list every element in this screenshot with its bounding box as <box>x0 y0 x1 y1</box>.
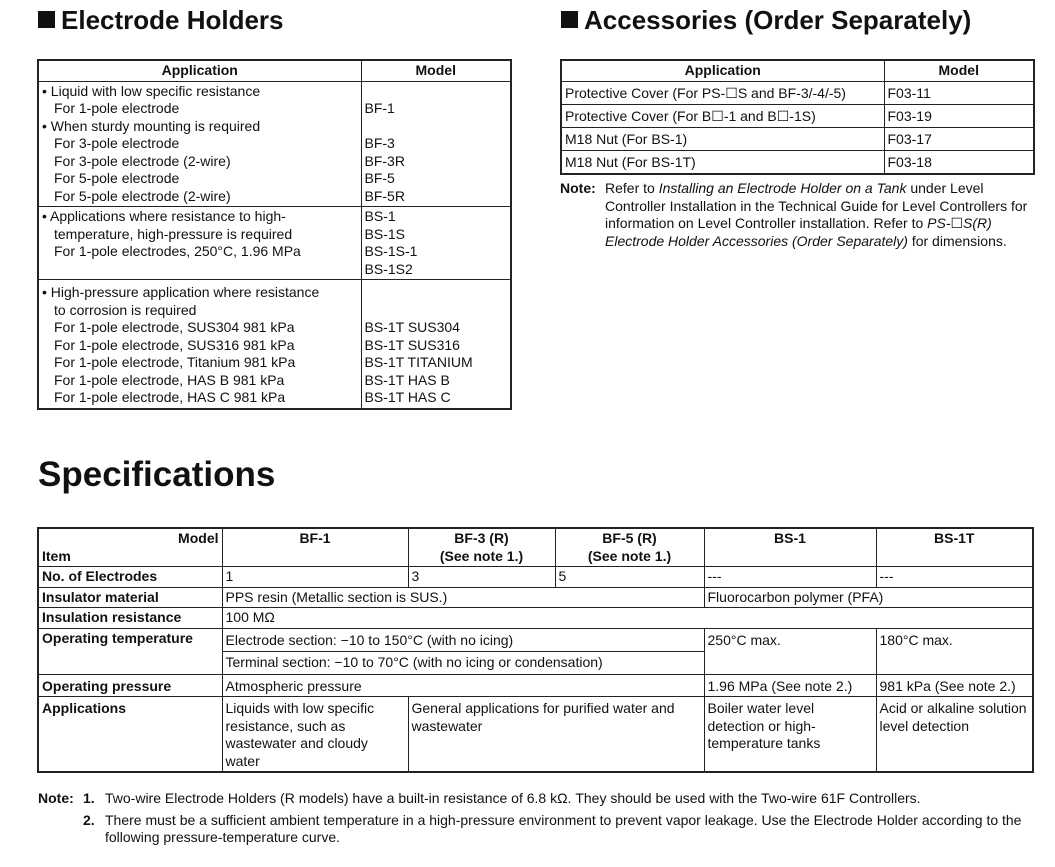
column-header-label: BS-1T <box>934 530 975 546</box>
model-text: BF-1 <box>364 100 395 116</box>
note-label: Note: <box>560 180 596 196</box>
column-header-label: BF-3 (R) <box>454 530 509 546</box>
model-text: BS-1T HAS B <box>364 371 450 388</box>
item-label: Insulation resistance <box>38 608 222 629</box>
column-header-label: BS-1 <box>774 530 806 546</box>
square-bullet-icon <box>38 11 55 28</box>
model-text: BS-1S-1 <box>364 243 418 259</box>
application-cell: Protective Cover (For B☐-1 and B☐-1S) <box>561 104 884 127</box>
accessories-heading <box>561 5 971 35</box>
model-cell: F03-19 <box>884 104 1034 127</box>
column-header-bf5 <box>555 528 704 567</box>
note-text: Two-wire Electrode Holders (R models) have a built-in resistance of 6.8 kΩ. They should be used with the Two-wire 61F Controllers. <box>105 790 921 806</box>
spec-cell: Boiler water level detection or high-temperature tanks <box>704 697 876 773</box>
application-line: For 5-pole electrode <box>54 170 180 186</box>
column-header-bs1t <box>876 528 1033 567</box>
application-cell <box>38 207 361 280</box>
note-item <box>38 790 1038 807</box>
accessories-note <box>560 180 1030 250</box>
application-cell: Protective Cover (For PS-☐S and BF-3/-4/-5) <box>561 81 884 104</box>
spec-cell: 981 kPa (See note 2.) <box>876 674 1033 697</box>
model-header: Model <box>361 60 511 81</box>
application-line: For 3-pole electrode (2-wire) <box>54 152 231 169</box>
square-bullet-icon <box>561 11 578 28</box>
spec-cell: 1.96 MPa (See note 2.) <box>704 674 876 697</box>
table-row <box>38 587 1033 608</box>
note-reference-link: Installing an Electrode Holder on a Tank <box>658 180 907 196</box>
specifications-title: Specifications <box>38 455 276 494</box>
model-cell <box>361 207 511 280</box>
specifications-table <box>37 527 1034 773</box>
application-line: For 1-pole electrode, SUS316 981 kPa <box>54 336 295 353</box>
spec-cell: 180°C max. <box>876 628 1033 674</box>
application-line: For 1-pole electrodes, 250°C, 1.96 MPa <box>54 243 301 259</box>
model-text: BS-1S2 <box>364 260 413 277</box>
spec-cell <box>222 628 704 674</box>
table-row <box>38 608 1033 629</box>
specification-notes <box>38 790 1038 846</box>
note-text: There must be a sufficient ambient temperature in a high-pressure environment to prevent vapor leakage. Use the Electrode Holder according to the following pressure-temperature curve. <box>105 812 1022 845</box>
table-row <box>561 81 1034 104</box>
bullet-text: • High-pressure application where resistance <box>42 284 320 300</box>
application-header: Application <box>38 60 361 81</box>
table-row <box>561 150 1034 174</box>
spec-cell: Atmospheric pressure <box>222 674 704 697</box>
column-header-note: (See note 1.) <box>439 547 524 564</box>
model-text: BS-1T SUS304 <box>364 319 460 335</box>
spec-cell: --- <box>876 567 1033 588</box>
spec-cell: Liquids with low specific resistance, such as wastewater and cloudy water <box>222 697 408 773</box>
application-line: For 1-pole electrode, Titanium 981 kPa <box>54 354 296 370</box>
spec-cell: Acid or alkaline solution level detection <box>876 697 1033 773</box>
electrode-holders-title: Electrode Holders <box>61 5 284 35</box>
item-label: Insulator material <box>38 587 222 608</box>
note-label: Note: <box>38 790 74 806</box>
model-item-header <box>38 528 222 567</box>
application-line: For 1-pole electrode, HAS B 981 kPa <box>54 371 285 388</box>
table-header-row <box>561 60 1034 81</box>
model-text: BF-5R <box>364 187 405 204</box>
column-header-bf1 <box>222 528 408 567</box>
table-row <box>38 697 1033 773</box>
column-header-label: BF-5 (R) <box>602 530 657 546</box>
table-header-row <box>38 528 1033 567</box>
model-cell: F03-18 <box>884 150 1034 174</box>
electrode-holders-heading <box>38 5 284 35</box>
table-row <box>38 207 511 280</box>
bullet-text-continued: temperature, high-pressure is required <box>54 225 293 242</box>
spec-cell: 5 <box>555 567 704 588</box>
bullet-text: • Applications where resistance to high- <box>42 208 286 224</box>
note-number: 1. <box>83 790 95 806</box>
item-label: No. of Electrodes <box>38 567 222 588</box>
application-line: For 1-pole electrode <box>54 100 180 116</box>
item-label: Operating temperature <box>38 628 222 674</box>
model-cell: F03-17 <box>884 127 1034 150</box>
bullet-text: • Liquid with low specific resistance <box>42 82 261 99</box>
model-cell: F03-11 <box>884 81 1034 104</box>
accessories-title: Accessories (Order Separately) <box>584 5 972 35</box>
column-header-bf3 <box>408 528 555 567</box>
spec-cell: --- <box>704 567 876 588</box>
note-text-part: Refer to <box>605 180 659 196</box>
bullet-text: • When sturdy mounting is required <box>42 117 261 134</box>
model-header: Model <box>884 60 1034 81</box>
note-text-part: under Level Controller Installation in the Technical Guide for Level Controllers for information on Level Controller installation. Refer to <box>605 180 1028 231</box>
model-cell <box>361 280 511 409</box>
table-row <box>38 674 1033 697</box>
table-row <box>38 628 1033 674</box>
spec-cell: 250°C max. <box>704 628 876 674</box>
application-line: For 1-pole electrode, HAS C 981 kPa <box>54 389 286 405</box>
column-header-label: BF-1 <box>299 530 331 546</box>
spec-cell: 100 MΩ <box>222 608 1033 629</box>
model-text: BF-3R <box>364 152 405 169</box>
model-text: BF-5 <box>364 170 395 186</box>
note-item <box>38 812 1038 846</box>
application-cell: M18 Nut (For BS-1T) <box>561 150 884 174</box>
application-header: Application <box>561 60 884 81</box>
spec-cell: 1 <box>222 567 408 588</box>
accessories-table <box>560 59 1035 175</box>
column-header-bs1 <box>704 528 876 567</box>
model-text: BS-1T SUS316 <box>364 336 460 353</box>
table-row <box>38 280 511 409</box>
model-text: BS-1T TITANIUM <box>364 354 473 370</box>
table-row <box>38 81 511 207</box>
application-line: For 1-pole electrode, SUS304 981 kPa <box>54 319 295 335</box>
model-text: BF-3 <box>364 135 395 151</box>
spec-cell: PPS resin (Metallic section is SUS.) <box>222 587 704 608</box>
note-text-part: for dimensions. <box>907 232 1007 249</box>
terminal-section-temp: Terminal section: −10 to 70°C (with no icing or condensation) <box>225 654 603 670</box>
note-number: 2. <box>83 812 95 828</box>
table-row <box>38 567 1033 588</box>
item-header-label: Item <box>42 547 71 564</box>
application-cell <box>38 81 361 207</box>
table-row <box>561 104 1034 127</box>
electrode-section-temp: Electrode section: −10 to 150°C (with no icing) <box>223 629 704 653</box>
item-label: Operating pressure <box>38 674 222 697</box>
application-line: For 5-pole electrode (2-wire) <box>54 187 231 204</box>
spec-cell: General applications for purified water and wastewater <box>408 697 704 773</box>
column-header-note: (See note 1.) <box>587 547 672 564</box>
table-header-row <box>38 60 511 81</box>
application-cell <box>38 280 361 409</box>
model-header-label: Model <box>178 530 219 546</box>
model-text: BS-1S <box>364 225 405 242</box>
spec-cell: Fluorocarbon polymer (PFA) <box>704 587 1033 608</box>
application-cell: M18 Nut (For BS-1) <box>561 127 884 150</box>
note-reference-link: PS-☐S(R) Electrode Holder Accessories (Order Separately) <box>605 215 992 249</box>
application-line: For 3-pole electrode <box>54 135 180 151</box>
note-text <box>605 180 1030 250</box>
model-text: BS-1T HAS C <box>364 389 451 405</box>
model-text: BS-1 <box>364 208 396 224</box>
electrode-holders-table <box>37 59 512 410</box>
table-row <box>561 127 1034 150</box>
bullet-text-continued: to corrosion is required <box>54 301 197 318</box>
item-label: Applications <box>38 697 222 773</box>
model-cell <box>361 81 511 207</box>
spec-cell: 3 <box>408 567 555 588</box>
